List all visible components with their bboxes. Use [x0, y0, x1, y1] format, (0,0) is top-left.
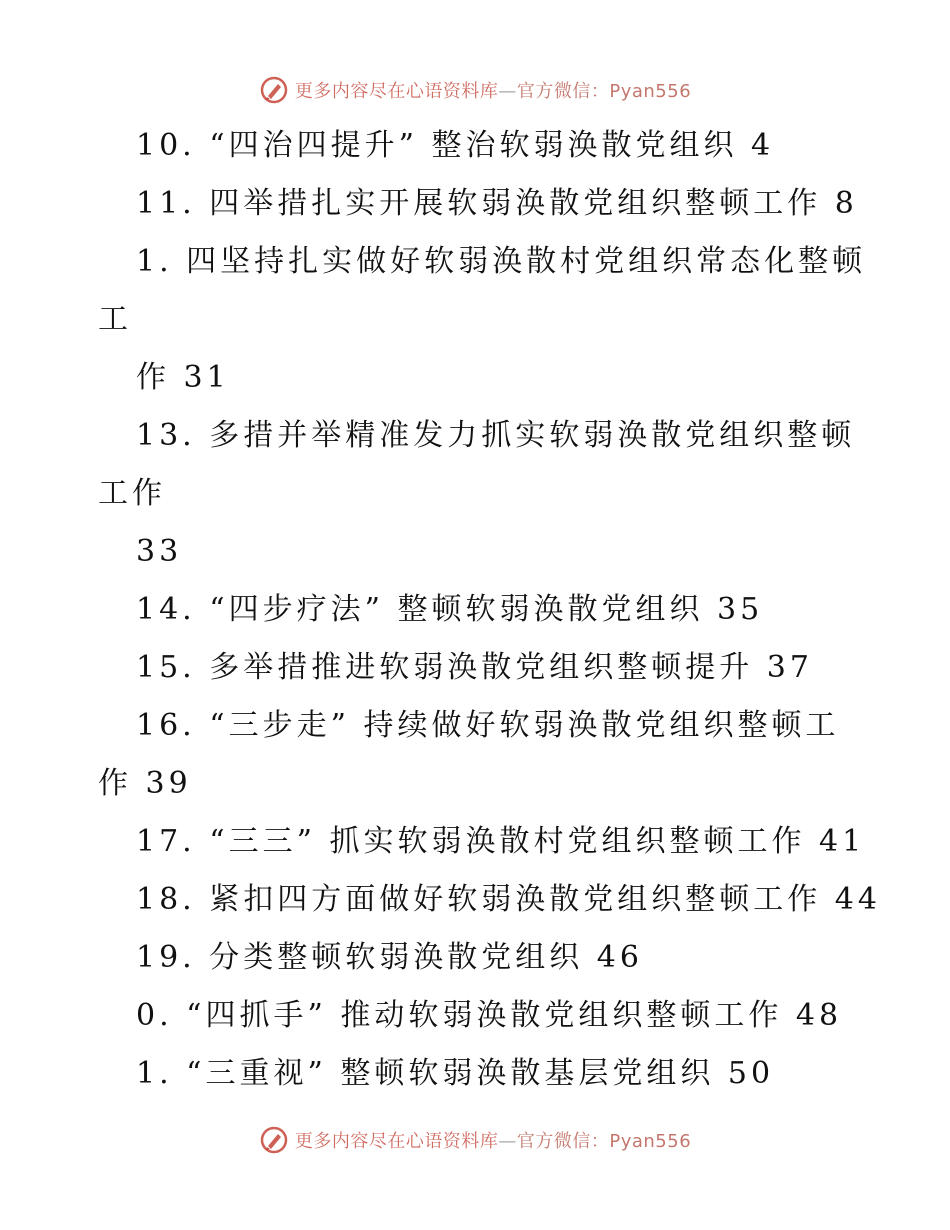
toc-line: 19. 分类整顿软弱涣散党组织 46	[136, 940, 643, 975]
toc-line: 10. “四治四提升” 整治软弱涣散党组织 4	[136, 128, 775, 163]
toc-line: 0. “四抓手” 推动软弱涣散党组织整顿工作 48	[136, 998, 843, 1033]
watermark-tail: 官方微信：Pyan556	[516, 81, 692, 102]
toc-line: 作 39	[98, 766, 192, 801]
watermark-text	[295, 1127, 691, 1153]
watermark-bottom	[0, 1122, 950, 1158]
watermark-top	[0, 72, 950, 108]
toc-line: 33	[136, 534, 183, 569]
watermark-inner	[259, 1125, 691, 1155]
pen-logo-icon	[259, 75, 289, 105]
toc-line: 1. “三重视” 整顿软弱涣散基层党组织 50	[136, 1056, 775, 1091]
toc-line: 工	[98, 302, 132, 337]
toc-line: 15. 多举措推进软弱涣散党组织整顿提升 37	[136, 650, 813, 685]
toc-line: 作 31	[136, 360, 230, 395]
toc-line: 工作	[98, 476, 166, 511]
toc-line: 17. “三三” 抓实软弱涣散村党组织整顿工作 41	[136, 824, 866, 859]
watermark-brand: 更多内容尽在心语资料库	[294, 1131, 499, 1152]
toc-line: 18. 紧扣四方面做好软弱涣散党组织整顿工作 44	[136, 882, 881, 917]
toc-line: 14. “四步疗法” 整顿软弱涣散党组织 35	[136, 592, 764, 627]
watermark-brand: 更多内容尽在心语资料库	[294, 81, 499, 102]
toc-line: 1. 四坚持扎实做好软弱涣散村党组织常态化整顿	[136, 244, 867, 279]
toc-line: 13. 多措并举精准发力抓实软弱涣散党组织整顿	[136, 418, 856, 453]
toc-line: 16. “三步走” 持续做好软弱涣散党组织整顿工	[136, 708, 840, 743]
toc-line: 11. 四举措扎实开展软弱涣散党组织整顿工作 8	[136, 186, 858, 221]
watermark-separator: —	[498, 81, 517, 102]
watermark-separator: —	[498, 1131, 517, 1152]
pen-logo-icon	[259, 1125, 289, 1155]
watermark-text	[295, 77, 691, 103]
watermark-tail: 官方微信：Pyan556	[516, 1131, 692, 1152]
watermark-inner	[259, 75, 691, 105]
